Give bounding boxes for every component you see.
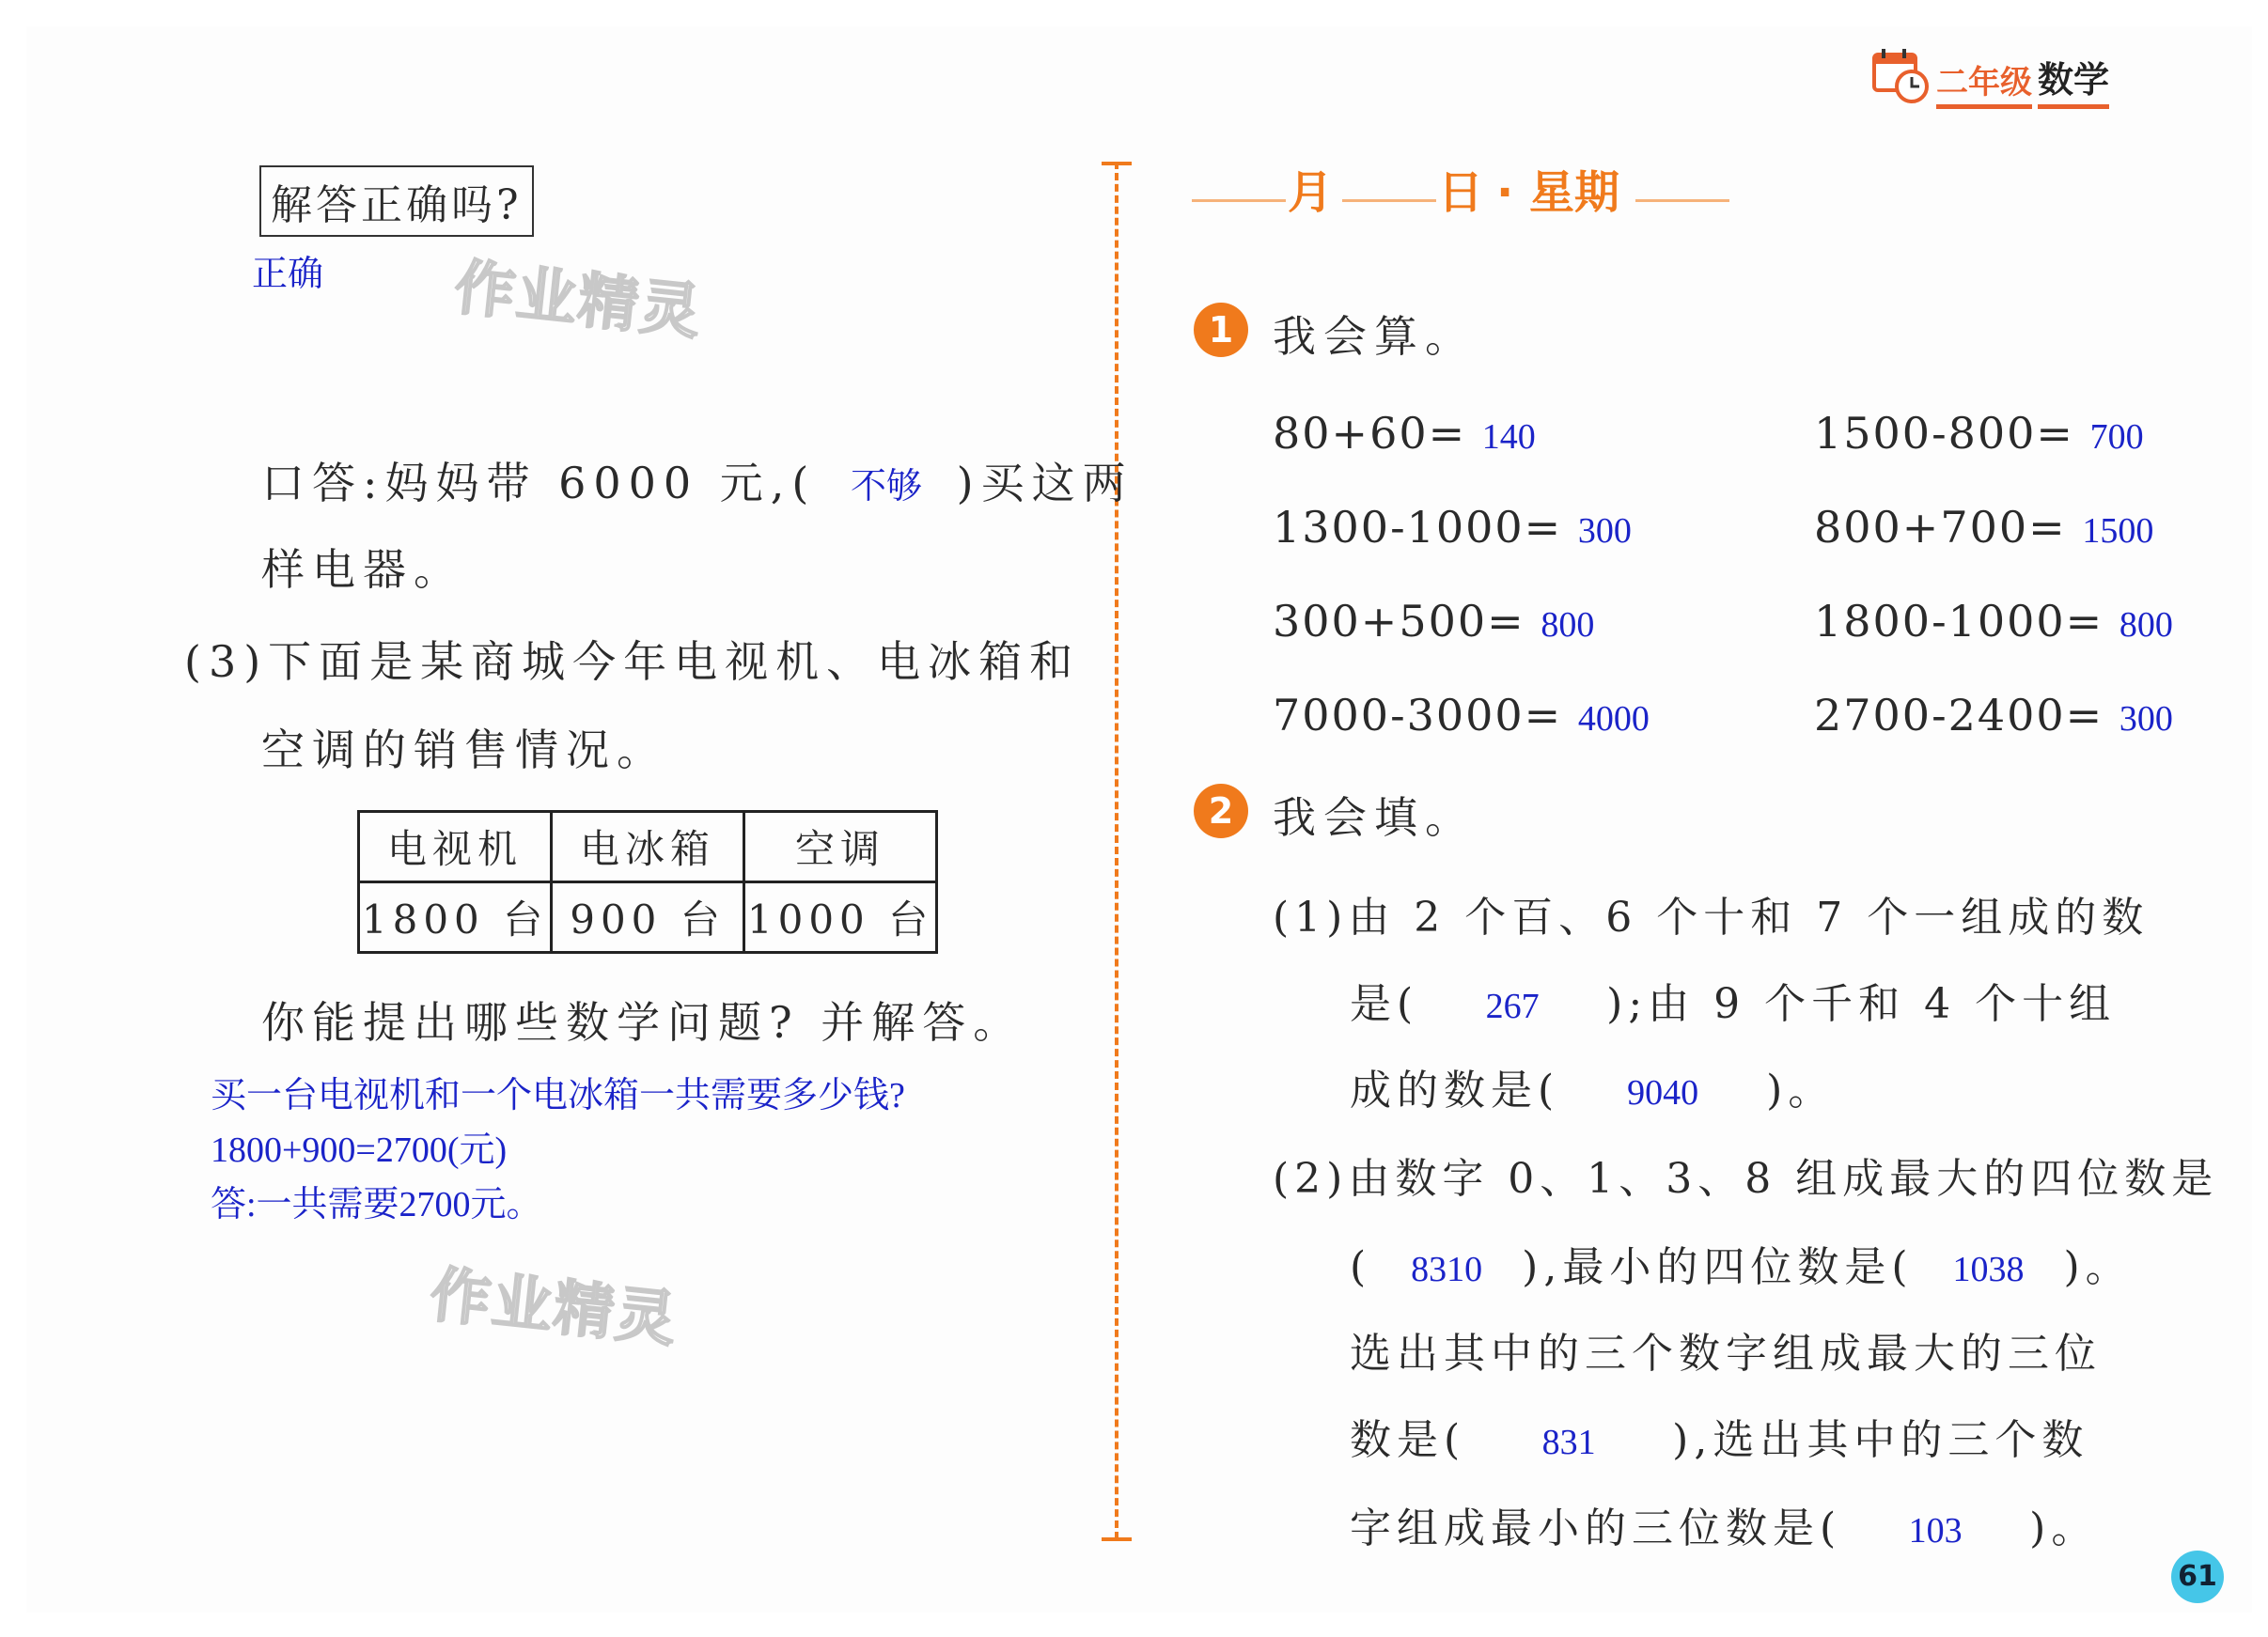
table-header-cell: 空调 [744, 812, 937, 882]
header-badge [1870, 45, 2109, 109]
calc-answer: 1500 [2082, 511, 2154, 551]
check-answer: 正确 [252, 255, 324, 294]
table-cell: 1000 台 [744, 882, 937, 953]
calc-expression: 1800-1000= [1814, 596, 2104, 647]
date-blank-weekday [1635, 199, 1729, 202]
check-title: 解答正确吗? [259, 165, 534, 237]
problem-2-line2 [1350, 1233, 2133, 1293]
calc-expression: 1300-1000= [1273, 502, 1563, 553]
date-blank-month [1192, 199, 1286, 202]
text-segment: 字组成最小的三位数是( [1350, 1504, 1842, 1552]
text-segment: ),最小的四位数是( [1522, 1243, 1914, 1291]
handwritten-answer-2: 1800+900=2700(元) [211, 1130, 508, 1170]
table-header-cell: 电冰箱 [552, 812, 744, 882]
calc-answer: 300 [1577, 511, 1632, 551]
section-1-title: 我会算。 [1273, 311, 1476, 362]
text-segment: 数是( [1350, 1416, 1466, 1464]
grade-label: 二年级 [1936, 56, 2032, 109]
handwritten-answer-1: 买一台电视机和一个电冰箱一共需要多少钱? [211, 1076, 905, 1115]
table-row [359, 882, 937, 953]
calc-item [1814, 502, 2153, 553]
problem-2-line3: 选出其中的三个数字组成最大的三位 [1350, 1330, 2102, 1378]
problem-1-line1: (1)由 2 个百、6 个十和 7 个一组成的数 [1273, 894, 2150, 942]
question-prompt: 你能提出哪些数学问题? 并解答。 [261, 997, 1025, 1048]
calc-item [1814, 596, 2173, 647]
fill-answer: 9040 [1627, 1073, 1699, 1113]
oral-prefix: 口答:妈妈带 6000 元,( [261, 458, 817, 508]
problem-2-line1: (2)由数字 0、1、3、8 组成最大的四位数是 [1273, 1155, 2219, 1203]
text-segment: ( [1350, 1243, 1372, 1291]
calc-expression: 800+700= [1814, 502, 2067, 553]
section-2-badge: 2 [1194, 784, 1248, 838]
watermark-top: 作业精灵 [451, 253, 706, 349]
calc-item [1814, 408, 2144, 459]
calc-item [1273, 408, 1536, 459]
calc-expression: 300+500= [1273, 596, 1525, 647]
text-segment: 成的数是( [1350, 1067, 1560, 1115]
fill-answer: 267 [1485, 987, 1540, 1026]
fill-answer: 103 [1908, 1511, 1963, 1551]
date-day-label: 日 [1438, 166, 1484, 219]
table-header-cell: 电视机 [359, 812, 552, 882]
question3-line1: (3)下面是某商城今年电视机、电冰箱和 [184, 636, 1081, 687]
table-cell: 1800 台 [359, 882, 552, 953]
problem-1-line3 [1350, 1056, 1835, 1116]
calc-answer: 140 [1481, 417, 1536, 457]
calc-expression: 1500-800= [1814, 408, 2074, 459]
text-segment: 是( [1350, 980, 1419, 1028]
date-month-label: 月 [1288, 166, 1334, 219]
page-divider [1115, 162, 1118, 1539]
oral-suffix: )买这两 [956, 458, 1134, 508]
oral-answer-line1 [261, 449, 1134, 511]
problem-1-line2 [1350, 970, 2116, 1030]
table-header-row [359, 812, 937, 882]
calc-item [1273, 502, 1632, 553]
calc-item [1273, 596, 1594, 647]
fill-answer: 8310 [1411, 1250, 1483, 1289]
text-segment: )。 [2063, 1243, 2133, 1291]
calc-answer: 300 [2119, 699, 2173, 739]
problem-2-line4 [1350, 1406, 2088, 1466]
text-segment: )。 [2029, 1504, 2099, 1552]
calc-expression: 2700-2400= [1814, 690, 2104, 741]
oral-answer-line2: 样电器。 [261, 544, 464, 595]
calc-answer: 800 [2119, 605, 2173, 645]
fill-answer: 1038 [1952, 1250, 2025, 1289]
text-segment: ),选出其中的三个数 [1672, 1416, 2089, 1464]
date-blank-day [1342, 199, 1436, 202]
divider-cap-bottom [1102, 1537, 1132, 1541]
section-1-badge: 1 [1194, 303, 1248, 357]
calc-expression: 80+60= [1273, 408, 1467, 459]
problem-2-line5 [1350, 1494, 2098, 1554]
calc-item [1814, 690, 2173, 741]
calc-answer: 700 [2089, 417, 2144, 457]
question3-line2: 空调的销售情况。 [261, 725, 667, 775]
table-cell: 900 台 [552, 882, 744, 953]
handwritten-answer-3: 答:一共需要2700元。 [211, 1185, 542, 1224]
page-number: 61 [2171, 1551, 2224, 1603]
calendar-clock-icon [1870, 45, 1931, 109]
section-2-title: 我会填。 [1273, 792, 1476, 843]
oral-answer-value: 不够 [851, 467, 923, 507]
calc-expression: 7000-3000= [1273, 690, 1563, 741]
text-segment: )。 [1766, 1067, 1836, 1115]
calc-item [1273, 690, 1650, 741]
calc-answer: 4000 [1577, 699, 1650, 739]
watermark-bottom: 作业精灵 [427, 1260, 681, 1356]
date-weekday-label: · 星期 [1496, 166, 1619, 219]
sales-table [357, 810, 938, 954]
text-segment: );由 9 个千和 4 个十组 [1606, 980, 2117, 1028]
calc-answer: 800 [1541, 605, 1595, 645]
fill-answer: 831 [1541, 1423, 1596, 1462]
subject-label: 数学 [2038, 51, 2109, 109]
